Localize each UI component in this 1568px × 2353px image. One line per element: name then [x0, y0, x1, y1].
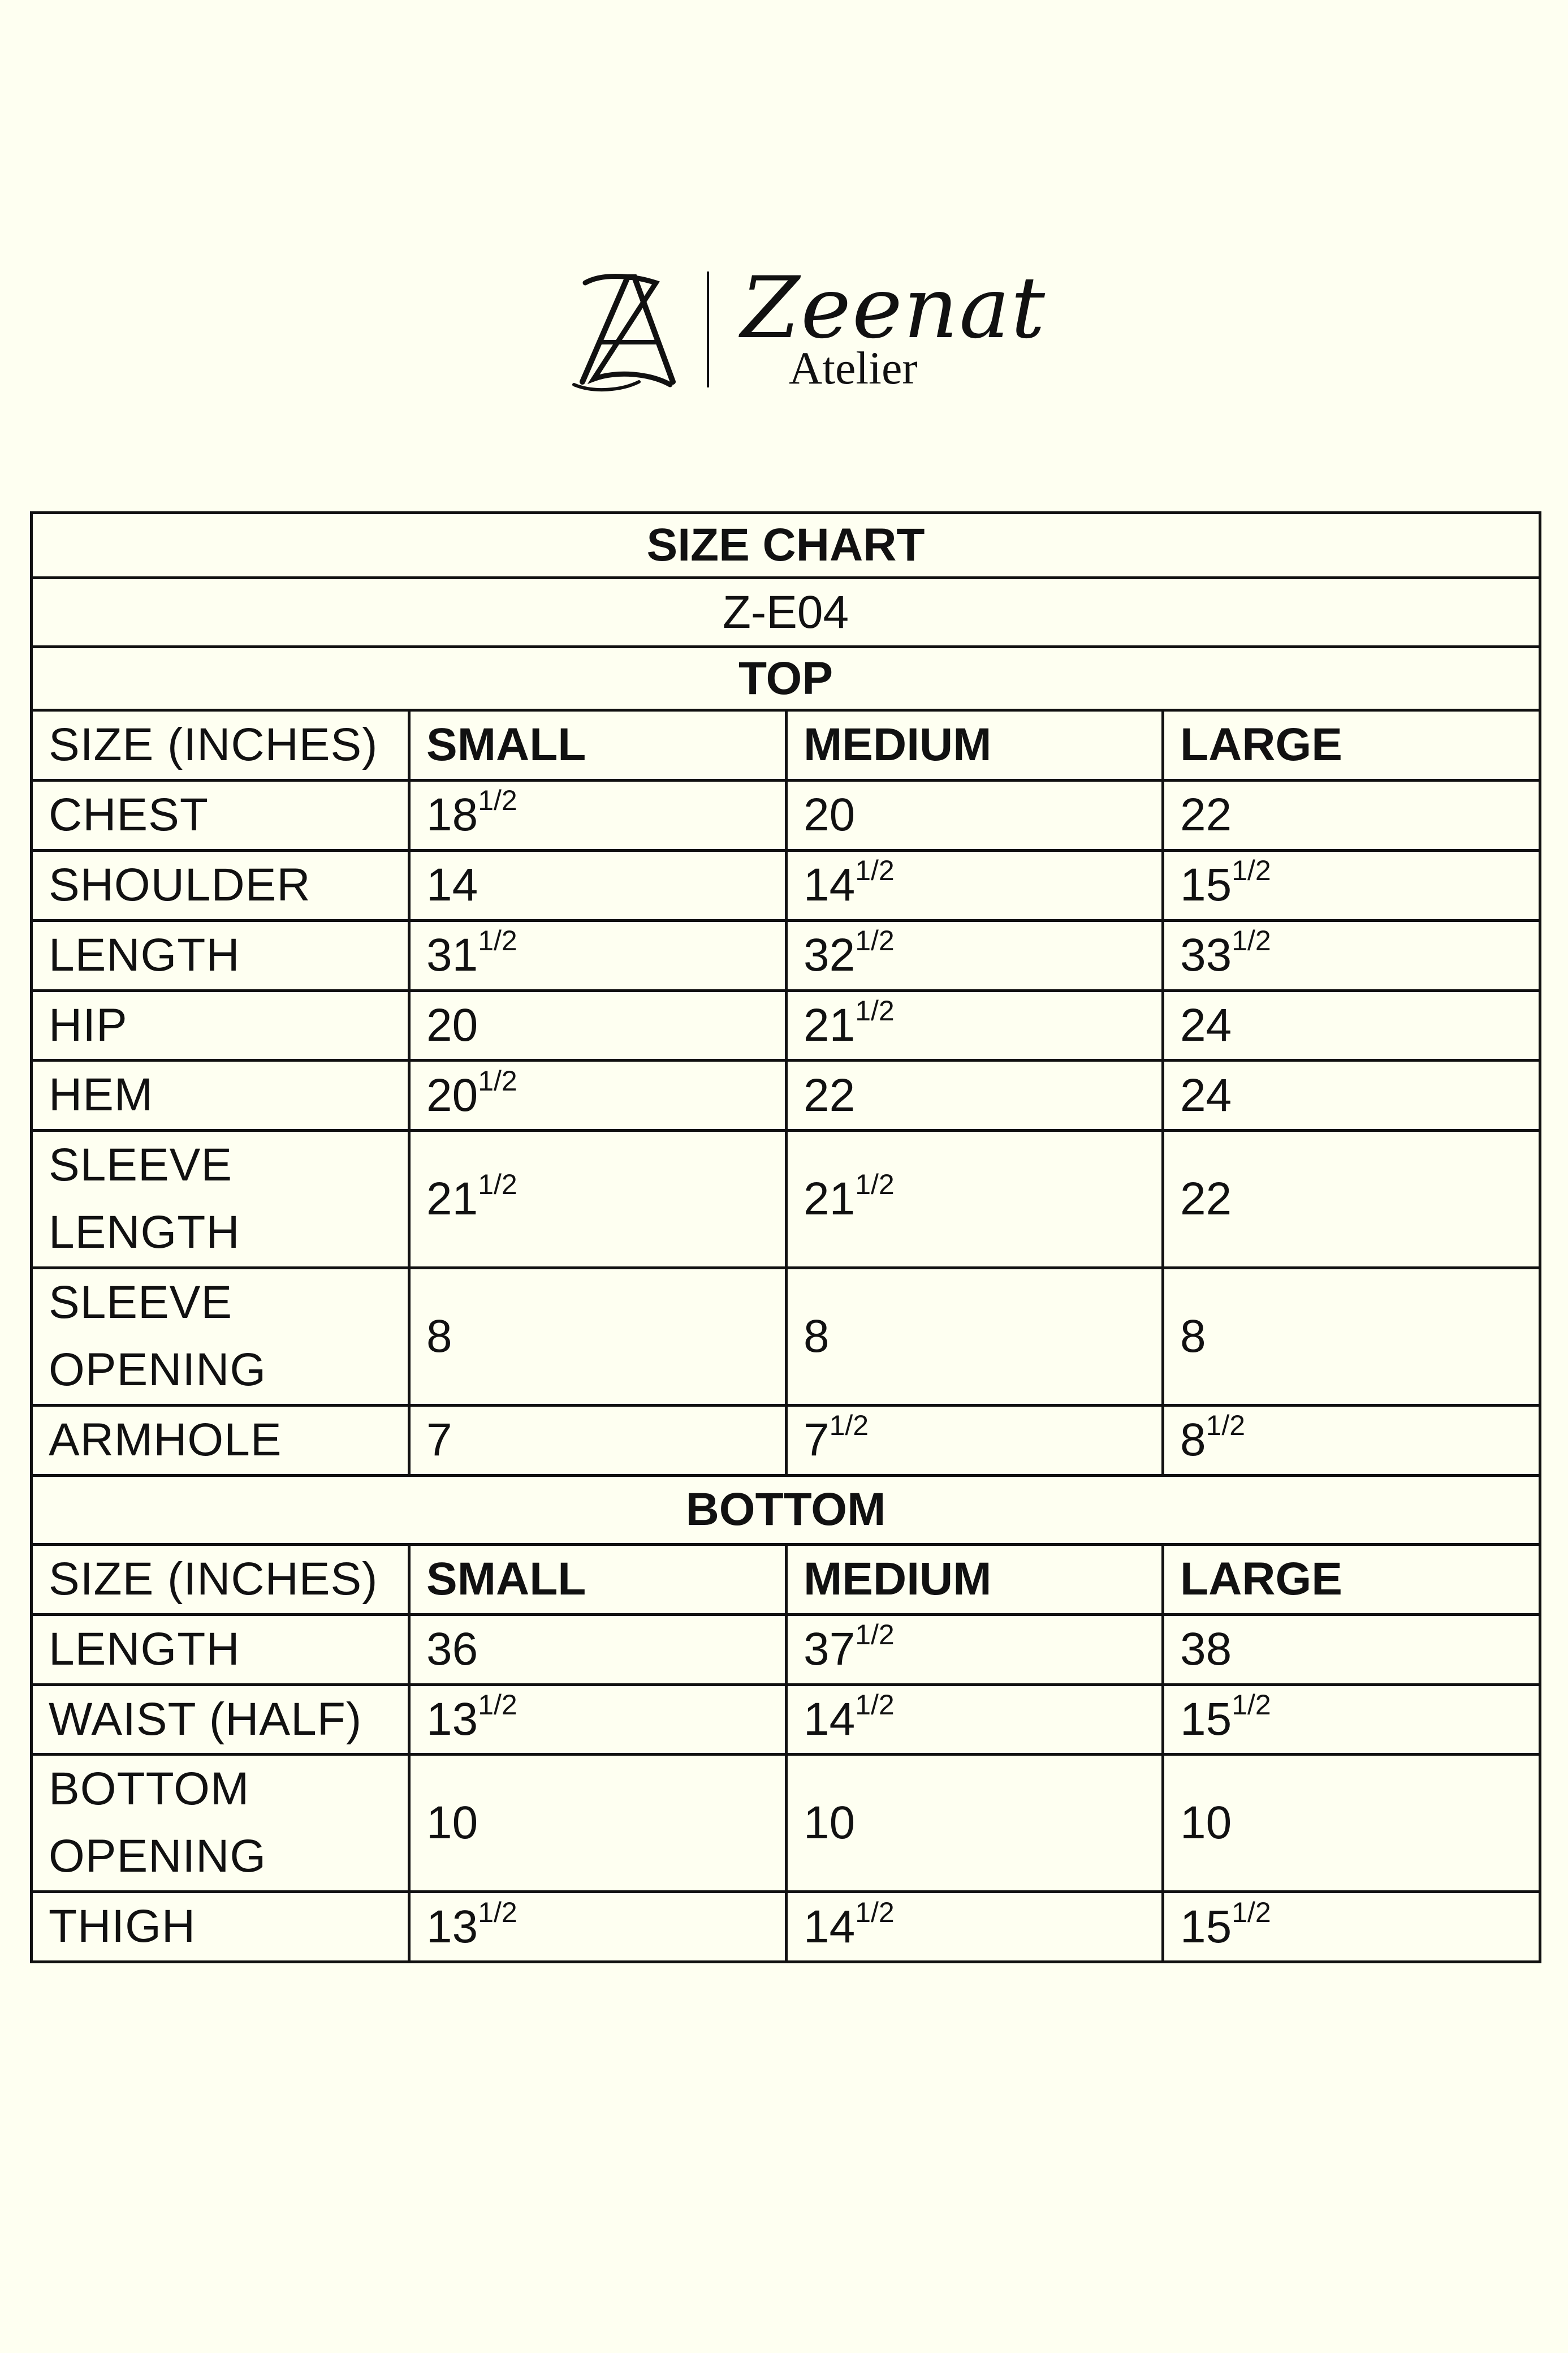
value-whole: 15 — [1180, 1693, 1232, 1746]
value-whole: 20 — [426, 999, 478, 1051]
value-whole: 8 — [1180, 1414, 1206, 1466]
size-value — [787, 990, 1163, 1061]
size-value — [787, 1755, 1163, 1892]
table-row — [32, 1684, 1540, 1755]
value-whole: 8 — [426, 1311, 452, 1363]
size-value — [787, 920, 1163, 990]
logo-divider — [707, 272, 709, 387]
value-whole: 14 — [804, 1693, 856, 1746]
section-row — [32, 647, 1540, 710]
column-header: SMALL — [409, 710, 787, 781]
logo-sub-text: Atelier — [789, 342, 918, 394]
size-value — [1163, 1892, 1540, 1962]
section-row — [32, 1475, 1540, 1544]
row-label: HIP — [32, 990, 409, 1061]
row-label-line: LENGTH — [49, 1206, 240, 1259]
size-value — [1163, 1755, 1540, 1892]
value-fraction: 1/2 — [478, 1169, 517, 1201]
row-label: HEM — [32, 1061, 409, 1131]
size-value — [787, 1684, 1163, 1755]
value-fraction: 1/2 — [855, 1689, 895, 1721]
value-fraction: 1/2 — [1232, 925, 1271, 957]
value-fraction: 1/2 — [478, 1689, 517, 1721]
row-label-line: OPENING — [49, 1344, 267, 1396]
value-whole: 24 — [1180, 999, 1232, 1051]
column-header: SIZE (INCHES) — [32, 1544, 409, 1614]
value-whole: 7 — [426, 1414, 452, 1466]
value-whole: 8 — [804, 1311, 830, 1363]
value-whole: 36 — [426, 1623, 478, 1675]
column-header-row — [32, 710, 1540, 781]
row-label: LENGTH — [32, 920, 409, 990]
size-value — [787, 780, 1163, 850]
value-whole: 32 — [804, 929, 856, 981]
value-fraction: 1/2 — [855, 855, 895, 887]
value-fraction: 1/2 — [829, 1410, 869, 1442]
size-value — [1163, 1684, 1540, 1755]
size-value — [409, 850, 787, 920]
size-value — [409, 1684, 787, 1755]
table-row — [32, 1131, 1540, 1268]
value-whole: 37 — [804, 1623, 856, 1675]
column-header-row — [32, 1544, 1540, 1614]
logo-script-text: Zeenat — [741, 259, 1047, 357]
size-value — [409, 1755, 787, 1892]
value-whole: 10 — [804, 1797, 856, 1849]
value-fraction: 1/2 — [478, 1065, 517, 1097]
row-label — [32, 1755, 409, 1892]
value-whole: 21 — [804, 1173, 856, 1225]
row-label: SHOULDER — [32, 850, 409, 920]
size-value — [409, 920, 787, 990]
value-fraction: 1/2 — [855, 995, 895, 1027]
row-label-line: SLEEVE — [49, 1139, 233, 1191]
column-header: LARGE — [1163, 710, 1540, 781]
value-whole: 31 — [426, 929, 478, 981]
title-row — [32, 513, 1540, 578]
size-value — [1163, 850, 1540, 920]
size-value — [787, 850, 1163, 920]
value-whole: 18 — [426, 789, 478, 841]
row-label-line: OPENING — [49, 1830, 267, 1882]
size-value — [409, 1131, 787, 1268]
code-row — [32, 578, 1540, 647]
value-whole: 22 — [804, 1069, 856, 1121]
value-fraction: 1/2 — [478, 1896, 517, 1928]
table-row — [32, 1614, 1540, 1684]
table-row — [32, 780, 1540, 850]
value-whole: 20 — [426, 1069, 478, 1121]
chart-title: SIZE CHART — [32, 513, 1540, 578]
row-label: LENGTH — [32, 1614, 409, 1684]
row-label: THIGH — [32, 1892, 409, 1962]
size-value — [787, 1614, 1163, 1684]
size-value — [1163, 780, 1540, 850]
column-header: LARGE — [1163, 1544, 1540, 1614]
size-value — [1163, 1061, 1540, 1131]
brand-logo — [571, 259, 1047, 396]
value-whole: 10 — [426, 1797, 478, 1849]
row-label: ARMHOLE — [32, 1405, 409, 1475]
value-fraction: 1/2 — [1232, 1689, 1271, 1721]
value-whole: 21 — [426, 1173, 478, 1225]
value-whole: 20 — [804, 789, 856, 841]
column-header: MEDIUM — [787, 710, 1163, 781]
table-row — [32, 1405, 1540, 1475]
size-value — [409, 1614, 787, 1684]
size-value — [409, 1061, 787, 1131]
value-whole: 14 — [426, 859, 478, 911]
size-value — [787, 1061, 1163, 1131]
product-code: Z-E04 — [32, 578, 1540, 647]
value-whole: 38 — [1180, 1623, 1232, 1675]
value-fraction: 1/2 — [855, 1169, 895, 1201]
size-value — [409, 1268, 787, 1406]
row-label: CHEST — [32, 780, 409, 850]
value-fraction: 1/2 — [1232, 1896, 1271, 1928]
size-value — [1163, 1614, 1540, 1684]
table-row — [32, 920, 1540, 990]
value-fraction: 1/2 — [855, 1896, 895, 1928]
size-value — [409, 1892, 787, 1962]
row-label — [32, 1268, 409, 1406]
value-whole: 22 — [1180, 1173, 1232, 1225]
value-whole: 8 — [1180, 1311, 1206, 1363]
size-value — [409, 990, 787, 1061]
row-label-line: SLEEVE — [49, 1277, 233, 1329]
size-value — [1163, 920, 1540, 990]
table-row — [32, 1268, 1540, 1406]
size-value — [1163, 990, 1540, 1061]
value-whole: 22 — [1180, 789, 1232, 841]
table-row — [32, 1755, 1540, 1892]
table-row — [32, 990, 1540, 1061]
row-label — [32, 1131, 409, 1268]
value-whole: 21 — [804, 999, 856, 1051]
value-whole: 33 — [1180, 929, 1232, 981]
size-value — [787, 1268, 1163, 1406]
value-fraction: 1/2 — [1206, 1410, 1246, 1442]
size-chart-table — [30, 511, 1541, 1963]
size-value — [409, 780, 787, 850]
size-value — [787, 1131, 1163, 1268]
value-whole: 10 — [1180, 1797, 1232, 1849]
value-whole: 15 — [1180, 859, 1232, 911]
column-header: SMALL — [409, 1544, 787, 1614]
value-fraction: 1/2 — [855, 925, 895, 957]
section-title: BOTTOM — [32, 1475, 1540, 1544]
column-header: MEDIUM — [787, 1544, 1163, 1614]
value-fraction: 1/2 — [855, 1619, 895, 1651]
value-whole: 24 — [1180, 1069, 1232, 1121]
column-header: SIZE (INCHES) — [32, 710, 409, 781]
row-label: WAIST (HALF) — [32, 1684, 409, 1755]
value-whole: 7 — [804, 1414, 830, 1466]
size-value — [1163, 1268, 1540, 1406]
size-value — [1163, 1405, 1540, 1475]
size-value — [787, 1405, 1163, 1475]
value-fraction: 1/2 — [478, 785, 517, 817]
value-whole: 13 — [426, 1693, 478, 1746]
value-whole: 14 — [804, 859, 856, 911]
size-value — [1163, 1131, 1540, 1268]
value-whole: 15 — [1180, 1901, 1232, 1953]
table-row — [32, 1892, 1540, 1962]
table-row — [32, 850, 1540, 920]
section-title: TOP — [32, 647, 1540, 710]
size-value — [787, 1892, 1163, 1962]
value-fraction: 1/2 — [478, 925, 517, 957]
value-whole: 14 — [804, 1901, 856, 1953]
value-fraction: 1/2 — [1232, 855, 1271, 887]
row-label-line: BOTTOM — [49, 1763, 250, 1815]
size-value — [409, 1405, 787, 1475]
value-whole: 13 — [426, 1901, 478, 1953]
za-monogram-icon — [571, 266, 679, 396]
table-row — [32, 1061, 1540, 1131]
